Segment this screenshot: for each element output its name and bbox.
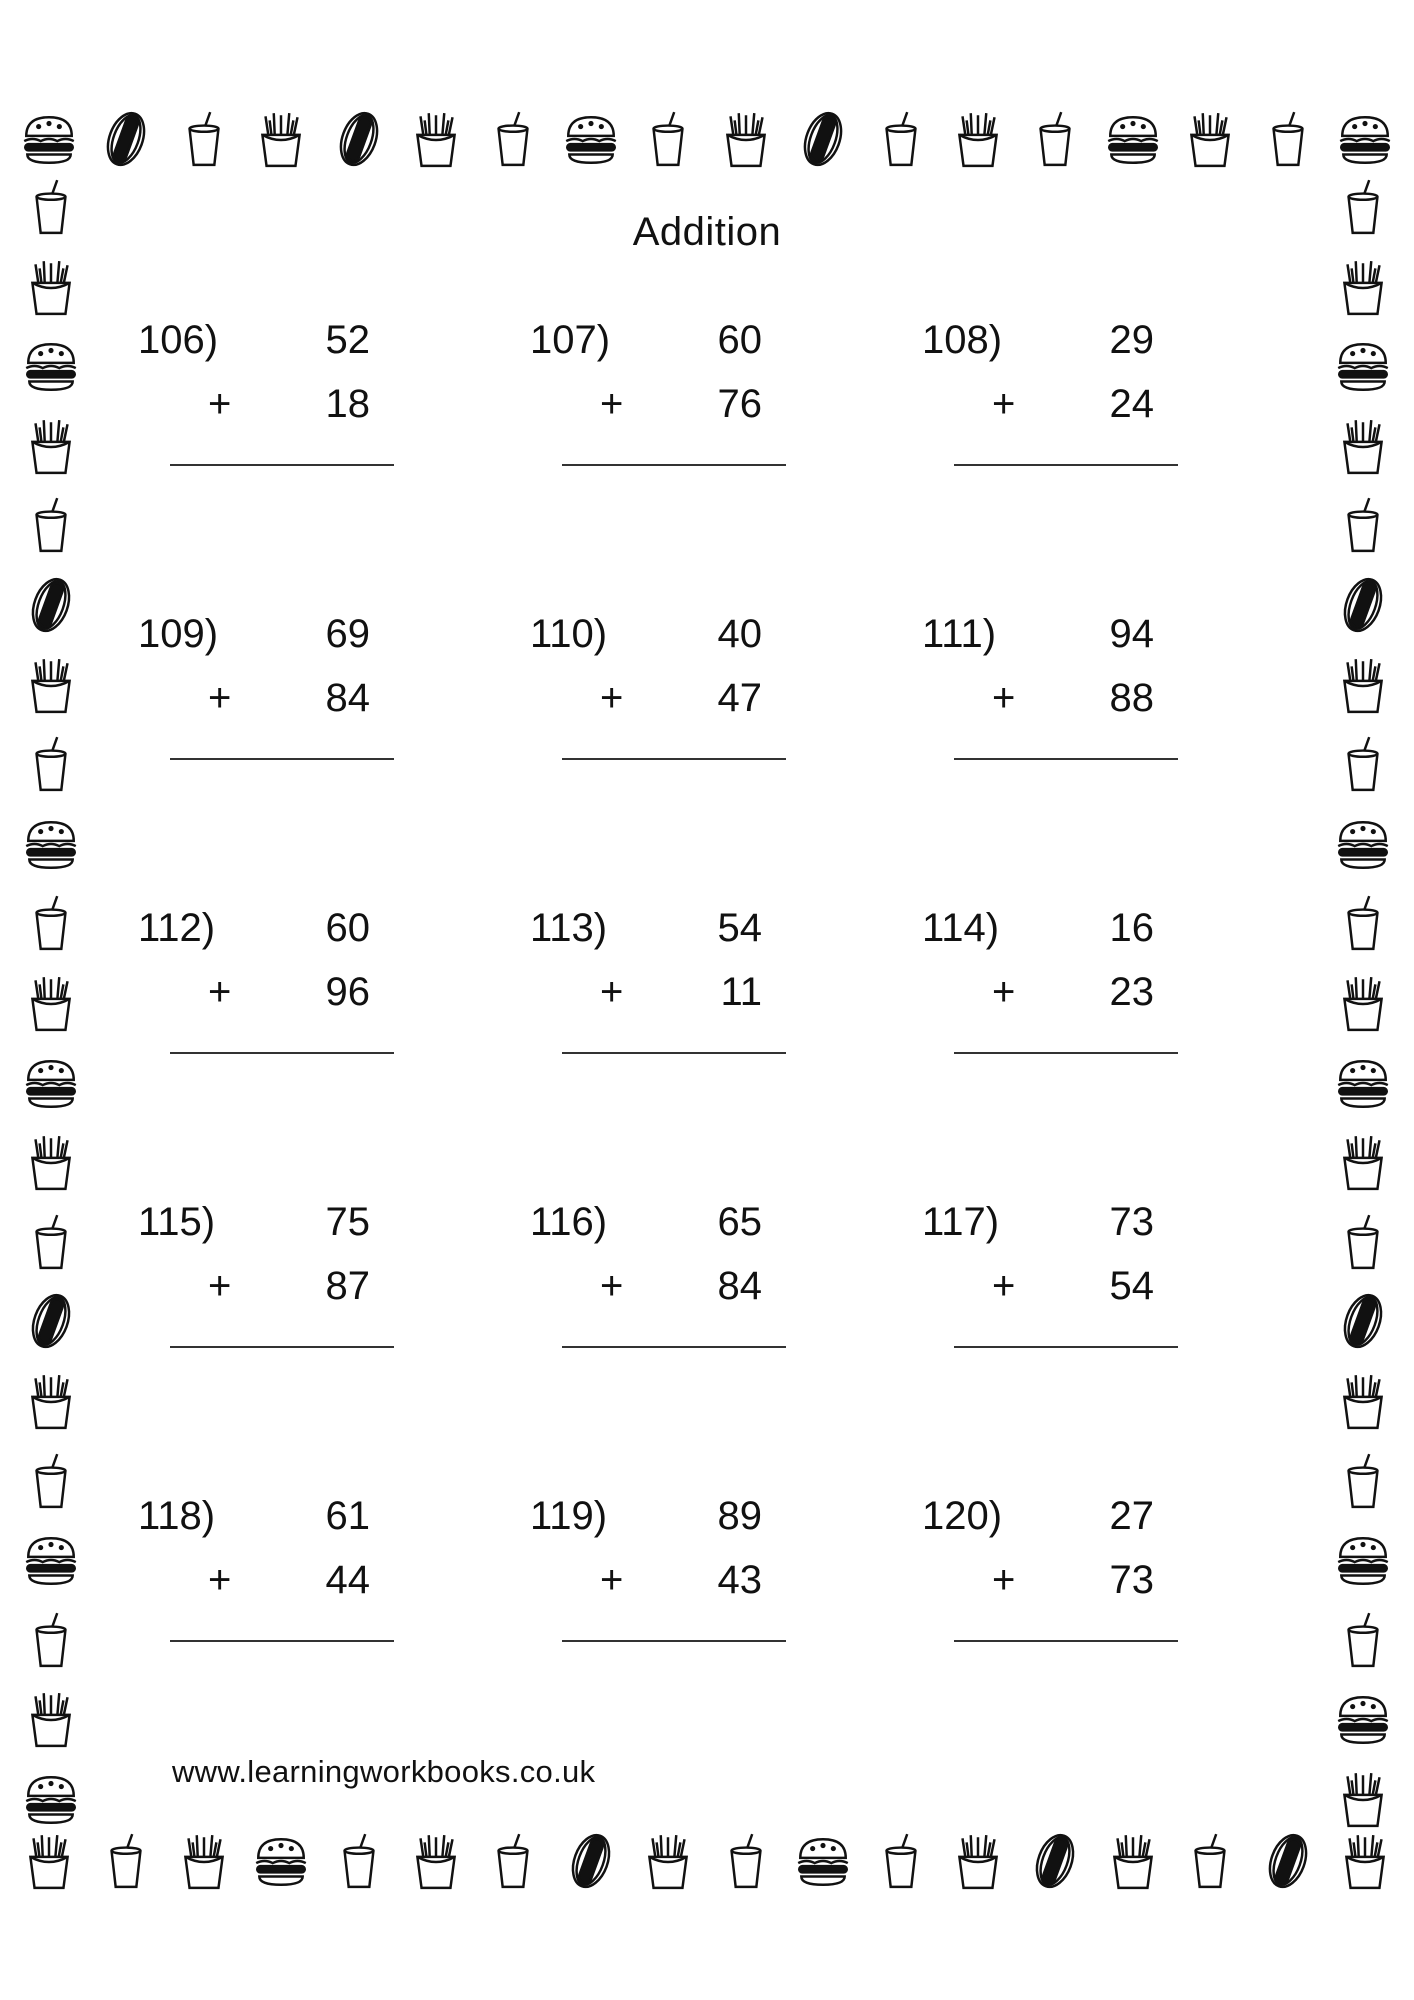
burger-icon — [1332, 335, 1394, 397]
burger-icon — [1332, 1052, 1394, 1114]
problem-number: 117) — [922, 1200, 1000, 1244]
plus-sign: + — [600, 382, 624, 426]
first-addend: 89 — [717, 1494, 762, 1538]
problem-110 — [530, 612, 790, 812]
drink-cup-icon — [20, 1211, 82, 1273]
answer-line[interactable] — [562, 1346, 786, 1348]
answer-line[interactable] — [562, 758, 786, 760]
answer-line[interactable] — [954, 1640, 1178, 1642]
problem-number: 115) — [138, 1200, 216, 1244]
plus-sign: + — [992, 1558, 1016, 1602]
plus-sign: + — [208, 970, 232, 1014]
problem-number: 116) — [530, 1200, 608, 1244]
first-addend: 65 — [717, 1200, 762, 1244]
fries-icon — [20, 972, 82, 1034]
fries-icon — [947, 1830, 1009, 1892]
hotdog-icon — [560, 1830, 622, 1892]
burger-icon — [20, 1768, 82, 1830]
fries-icon — [20, 415, 82, 477]
burger-icon — [792, 1830, 854, 1892]
fries-icon — [20, 654, 82, 716]
problem-number: 111) — [922, 612, 997, 656]
second-addend: 54 — [1109, 1264, 1154, 1308]
fries-icon — [1332, 1370, 1394, 1432]
footer-website-link[interactable]: www.learningworkbooks.co.uk — [172, 1754, 596, 1789]
fries-icon — [405, 1830, 467, 1892]
drink-cup-icon — [1332, 1450, 1394, 1512]
answer-line[interactable] — [562, 1640, 786, 1642]
drink-cup-icon — [1332, 892, 1394, 954]
plus-sign: + — [992, 382, 1016, 426]
fries-icon — [1332, 1131, 1394, 1193]
first-addend: 73 — [1109, 1200, 1154, 1244]
plus-sign: + — [600, 676, 624, 720]
drink-cup-icon — [1257, 108, 1319, 170]
drink-cup-icon — [95, 1830, 157, 1892]
answer-line[interactable] — [170, 1346, 394, 1348]
fries-icon — [1332, 972, 1394, 1034]
problem-106 — [138, 318, 398, 518]
fries-icon — [20, 1131, 82, 1193]
first-addend: 52 — [325, 318, 370, 362]
drink-cup-icon — [870, 1830, 932, 1892]
fries-icon — [947, 108, 1009, 170]
burger-icon — [1334, 108, 1396, 170]
fries-icon — [637, 1830, 699, 1892]
first-addend: 29 — [1109, 318, 1154, 362]
hotdog-icon — [20, 1290, 82, 1352]
answer-line[interactable] — [170, 1640, 394, 1642]
drink-cup-icon — [482, 108, 544, 170]
second-addend: 18 — [325, 382, 370, 426]
first-addend: 75 — [325, 1200, 370, 1244]
answer-line[interactable] — [954, 464, 1178, 466]
burger-icon — [20, 813, 82, 875]
problem-number: 119) — [530, 1494, 608, 1538]
fries-icon — [1332, 1768, 1394, 1830]
second-addend: 88 — [1109, 676, 1154, 720]
plus-sign: + — [208, 676, 232, 720]
drink-cup-icon — [1179, 1830, 1241, 1892]
plus-sign: + — [992, 1264, 1016, 1308]
hotdog-icon — [1257, 1830, 1319, 1892]
fries-icon — [20, 1688, 82, 1750]
fries-icon — [173, 1830, 235, 1892]
drink-cup-icon — [20, 733, 82, 795]
hotdog-icon — [1332, 1290, 1394, 1352]
first-addend: 40 — [717, 612, 762, 656]
drink-cup-icon — [1332, 733, 1394, 795]
fries-icon — [405, 108, 467, 170]
first-addend: 61 — [325, 1494, 370, 1538]
problem-number: 108) — [922, 318, 1003, 362]
fries-icon — [715, 108, 777, 170]
drink-cup-icon — [1332, 1609, 1394, 1671]
first-addend: 94 — [1109, 612, 1154, 656]
drink-cup-icon — [20, 494, 82, 556]
problem-number: 110) — [530, 612, 608, 656]
drink-cup-icon — [715, 1830, 777, 1892]
drink-cup-icon — [20, 1609, 82, 1671]
fries-icon — [1332, 654, 1394, 716]
problem-107 — [530, 318, 790, 518]
drink-cup-icon — [637, 108, 699, 170]
problem-115 — [138, 1200, 398, 1400]
drink-cup-icon — [1332, 494, 1394, 556]
answer-line[interactable] — [562, 464, 786, 466]
second-addend: 76 — [717, 382, 762, 426]
burger-icon — [1332, 813, 1394, 875]
answer-line[interactable] — [954, 1052, 1178, 1054]
burger-icon — [20, 1052, 82, 1114]
drink-cup-icon — [482, 1830, 544, 1892]
drink-cup-icon — [20, 1450, 82, 1512]
second-addend: 43 — [717, 1558, 762, 1602]
problem-117 — [922, 1200, 1182, 1400]
fries-icon — [20, 256, 82, 318]
first-addend: 54 — [717, 906, 762, 950]
problem-120 — [922, 1494, 1182, 1694]
plus-sign: + — [600, 1264, 624, 1308]
burger-icon — [1102, 108, 1164, 170]
burger-icon — [20, 1529, 82, 1591]
hotdog-icon — [328, 108, 390, 170]
fries-icon — [1332, 415, 1394, 477]
second-addend: 96 — [325, 970, 370, 1014]
answer-line[interactable] — [170, 758, 394, 760]
second-addend: 47 — [717, 676, 762, 720]
problem-119 — [530, 1494, 790, 1694]
plus-sign: + — [992, 676, 1016, 720]
second-addend: 84 — [325, 676, 370, 720]
hotdog-icon — [792, 108, 854, 170]
first-addend: 60 — [717, 318, 762, 362]
hotdog-icon — [1024, 1830, 1086, 1892]
drink-cup-icon — [20, 892, 82, 954]
problem-112 — [138, 906, 398, 1106]
answer-line[interactable] — [170, 1052, 394, 1054]
problem-118 — [138, 1494, 398, 1694]
second-addend: 84 — [717, 1264, 762, 1308]
fries-icon — [1102, 1830, 1164, 1892]
fries-icon — [20, 1370, 82, 1432]
page-title: Addition — [632, 210, 782, 254]
burger-icon — [1332, 1529, 1394, 1591]
plus-sign: + — [208, 1558, 232, 1602]
answer-line[interactable] — [562, 1052, 786, 1054]
problem-113 — [530, 906, 790, 1106]
problem-111 — [922, 612, 1182, 812]
plus-sign: + — [600, 970, 624, 1014]
second-addend: 73 — [1109, 1558, 1154, 1602]
drink-cup-icon — [1024, 108, 1086, 170]
second-addend: 23 — [1109, 970, 1154, 1014]
hotdog-icon — [1332, 574, 1394, 636]
problem-number: 120) — [922, 1494, 1003, 1538]
burger-icon — [1332, 1688, 1394, 1750]
problem-number: 107) — [530, 318, 611, 362]
answer-line[interactable] — [954, 758, 1178, 760]
problem-108 — [922, 318, 1182, 518]
fries-icon — [1179, 108, 1241, 170]
burger-icon — [560, 108, 622, 170]
problem-number: 106) — [138, 318, 219, 362]
answer-line[interactable] — [170, 464, 394, 466]
burger-icon — [18, 108, 80, 170]
problem-number: 113) — [530, 906, 608, 950]
drink-cup-icon — [328, 1830, 390, 1892]
first-addend: 27 — [1109, 1494, 1154, 1538]
second-addend: 24 — [1109, 382, 1154, 426]
fries-icon — [1332, 256, 1394, 318]
second-addend: 44 — [325, 1558, 370, 1602]
burger-icon — [20, 335, 82, 397]
drink-cup-icon — [1332, 1211, 1394, 1273]
burger-icon — [250, 1830, 312, 1892]
problem-114 — [922, 906, 1182, 1106]
hotdog-icon — [20, 574, 82, 636]
fries-icon — [18, 1830, 80, 1892]
problem-number: 112) — [138, 906, 216, 950]
problem-109 — [138, 612, 398, 812]
second-addend: 11 — [720, 970, 762, 1014]
fries-icon — [250, 108, 312, 170]
problem-116 — [530, 1200, 790, 1400]
first-addend: 69 — [325, 612, 370, 656]
drink-cup-icon — [173, 108, 235, 170]
first-addend: 60 — [325, 906, 370, 950]
plus-sign: + — [600, 1558, 624, 1602]
plus-sign: + — [992, 970, 1016, 1014]
problem-number: 118) — [138, 1494, 216, 1538]
problem-number: 109) — [138, 612, 219, 656]
drink-cup-icon — [870, 108, 932, 170]
problem-number: 114) — [922, 906, 1000, 950]
hotdog-icon — [95, 108, 157, 170]
plus-sign: + — [208, 382, 232, 426]
fries-icon — [1334, 1830, 1396, 1892]
answer-line[interactable] — [954, 1346, 1178, 1348]
second-addend: 87 — [325, 1264, 370, 1308]
plus-sign: + — [208, 1264, 232, 1308]
first-addend: 16 — [1109, 906, 1154, 950]
